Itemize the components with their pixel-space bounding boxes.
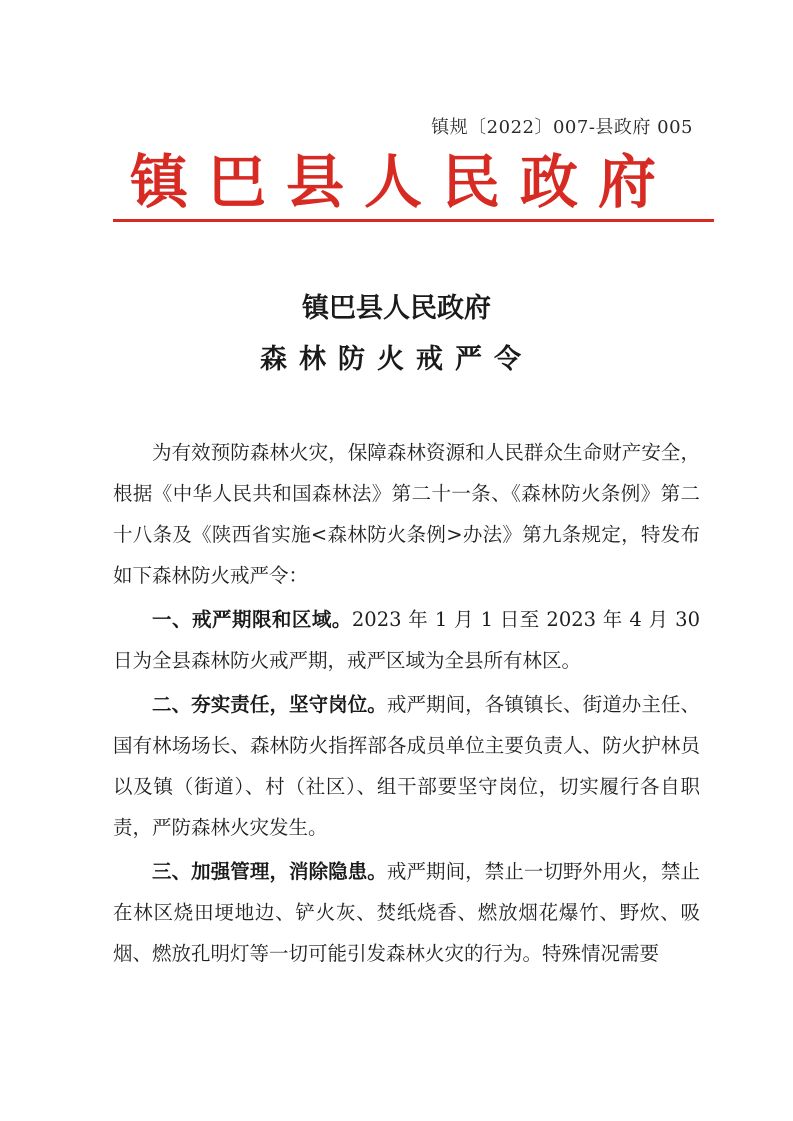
section-text-2: 戒严期间，各镇镇长、街道办主任、国有林场场长、森林防火指挥部各成员单位主要负责人、防火护林员以及镇（街道）、村（社区）、组干部要坚守岗位，切实履行各自职责，严防森林火灾发生。 (113, 693, 700, 839)
section-heading-1: 一、戒严期限和区域。 (152, 608, 352, 631)
intro-paragraph: 为有效预防森林火灾，保障森林资源和人民群众生命财产安全，根据《中华人民共和国森林法》第二十一条、《森林防火条例》第二十八条及《陕西省实施<森林防火条例>办法》第九条规定，特发布如下森林防火戒严令： (113, 441, 700, 587)
government-masthead: 镇巴县人民政府 (129, 148, 676, 216)
document-number: 镇规〔2022〕007-县政府 005 (431, 117, 693, 138)
section-text-1: 2023 年 1 月 1 日至 2023 年 4 月 30 日为全县森林防火戒严期，戒严区域为全县所有林区。 (113, 608, 700, 672)
document-title-issuer: 镇巴县人民政府 (302, 293, 491, 324)
section-text-3: 戒严期间，禁止一切野外用火，禁止在林区烧田埂地边、铲火灰、焚纸烧香、燃放烟花爆竹、野炊、吸烟、燃放孔明灯等一切可能引发森林火灾的行为。特殊情况需要 (113, 860, 700, 965)
section-paragraph-1 (113, 599, 700, 681)
section-heading-3: 三、加强管理，消除隐患。 (152, 860, 387, 883)
section-paragraph-3 (113, 851, 700, 974)
document-body (113, 432, 700, 977)
red-divider-line (113, 219, 714, 222)
section-heading-2: 二、夯实责任，坚守岗位。 (152, 693, 387, 716)
document-title-order: 森林防火戒严令 (260, 344, 533, 375)
section-paragraph-2 (113, 684, 700, 848)
